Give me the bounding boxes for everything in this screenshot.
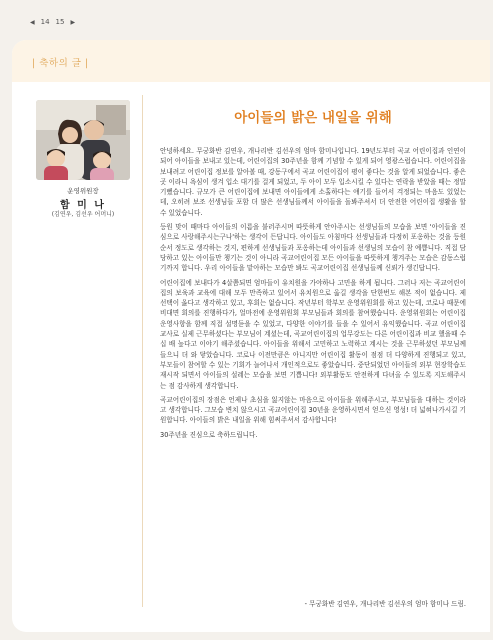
family-photo-image xyxy=(36,100,130,180)
paragraph: 곡교어린이집의 장점은 언제나 초심을 잃지않는 마음으로 아이들을 위해주시고, 부모님들을 대하는 것이라고 생각합니다. 그모습 변치 않으시고 곡교어린이집 30년을 운영하시면서 얻으신 영성! 더 넓혀나가시길 기원합니다. 아이들의 밝은 내일을 위해 힘써주셔서 감사합니다! xyxy=(160,395,466,425)
family-photo xyxy=(36,100,130,180)
article-body xyxy=(160,146,466,444)
author-role: 운영위원장 xyxy=(67,187,99,195)
paragraph: 등원 맞이 때마다 아이들의 이름을 불러주시며 따뜻하게 안아주시는 선생님들의 모습을 보면 '아이들을 진심으로 사랑해주시는구나'하는 생각이 든답니다. 아이들도 아침마다 선생님들과 다정히 포옹하는 것을 등원순서 정도로 생각하는 것지, 편하게 선생님들과 포옹하는데 아이들과 선생님의 모습이 참 예쁩니다. 직접 담당하고 있는 아이들만 챙기는 것이 아니라 곡교어린이집 모든 아이들을 따뜻하게 챙겨주는 모습은 감동스럽기까지 합니다. 우리 아이들을 맡아하는 모습만 봐도 곡교어린이집 선생님들께 신뢰가 생긴답니다. xyxy=(160,223,466,273)
paragraph: 안녕하세요. 무궁화반 김연우, 개나리반 김선우의 엄마 함미나입니다. 19년도부터 곡교 어린이집과 인연이 되어 아이들을 보내고 있는데, 어린이집의 30주년을 함께 기념할 수 있게 되어 영광스럽습니다. 어린이집을 보내려고 어린이집 정보를 알아볼 때, 강동구에서 곡교 어린이집이 평이 좋다는 것을 알게 되었습니다. 좋은 곳 이라니 욕심이 생겨 입소 대기를 걸게 되었고, 두 아이 모두 입소시킬 수 있다는 연락을 받았을 때는 정말 기뻤습니다. 규모가 큰 어린이집에 보내면 아이들에게 소홀하다는 얘기를 들어서 걱정되는 마음도 있었는데, 오히려 보조 선생님들 포함 더 많은 선생님들께서 아이들을 돌봐주셔서 더 안전한 어린이집 생활을 할 수 있었습니다. xyxy=(160,147,466,217)
page-right: 15 xyxy=(55,18,65,26)
page-numbers xyxy=(30,18,75,26)
signature: - 무궁화반 김연우, 개나리반 김선우의 엄마 함미나 드림. xyxy=(304,600,466,608)
prev-page-icon[interactable]: ◀ xyxy=(30,18,35,26)
next-page-icon[interactable]: ▶ xyxy=(70,18,76,26)
page-left: 14 xyxy=(40,18,50,26)
article-title: 아이들의 밝은 내일을 위해 xyxy=(234,110,392,126)
section-title: | 축하의 글 | xyxy=(32,58,89,69)
paragraph: 30주년을 진심으로 축하드립니다. xyxy=(160,430,258,439)
divider xyxy=(142,95,143,607)
author-relation: (김연우, 김선우 어머니) xyxy=(51,211,115,218)
paragraph: 어린이집에 보내다가 4살쯤되면 엄마들이 유치원을 가야하나 고민을 하게 됩니다. 그러나 저는 곡교어린이집의 보육과 교육에 대해 모두 만족하고 있어서 유치원으로 옮길 생각을 단한번도 해본 적이 없습니다. 제 선택이 옳다고 생각하고 있고, 후회는 없습니다. 작년부터 학부모 운영위원회를 하고 있는데, 코로나 때문에 비대면 회의를 진행하다가, 얼마전에 운영위원회 부모님들과 회의를 참여했습니다. 운영위원회는 어린이집 운영사항을 함께 직접 설명듣을 수 있었고, 다양한 이야기를 들을 수 있어서 유익했습니다. 곡교 어린이집 교사로 실제 근무하셨다는 부모님이 계셨는데, 곡교어린이집의 업무강도는 다른 어린이집과 비교 했을때 수십 배 높다고 이야기 해주셨습니다. 아이들을 위해서 고민하고 노력하고 계시는 것을 근무하셨던 부모님께 들으니 더 와 닿았습니다. 코로나 이전만큼은 아니지만 어린이집 활동이 점점 더 다양하게 진행되고 있고, 부모들이 참여할 수 있는 기회가 늘어나서 개인적으로도 좋았습니다. 중단되었던 아이들의 외부 현장학습도 재시작 되면서 아이들의 설레는 모습을 보면 기쁩니다! 외부활동도 안전하게 다녀올 수 있도록 지도해주시는 점 감사하게 생각합니다. xyxy=(160,278,466,390)
author-name: 함 미 나 xyxy=(60,200,106,211)
